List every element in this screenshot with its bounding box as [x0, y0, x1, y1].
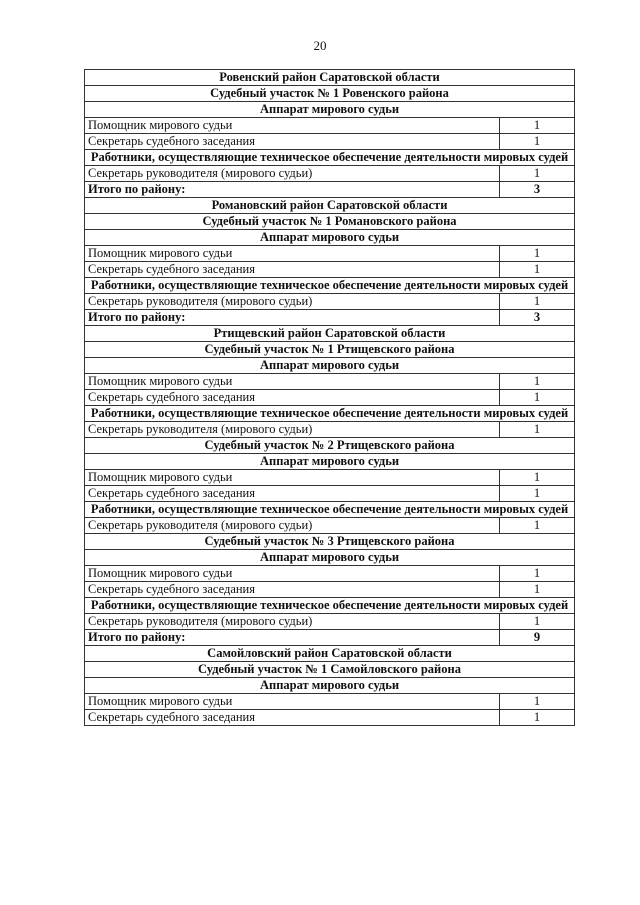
- position-count: 1: [500, 390, 575, 406]
- table-row: [85, 566, 575, 582]
- position-count: 1: [500, 694, 575, 710]
- position-count: 1: [500, 710, 575, 726]
- section-header-row: [85, 534, 575, 550]
- table-row: [85, 134, 575, 150]
- position-name: Секретарь судебного заседания: [85, 710, 500, 726]
- table-row: [85, 246, 575, 262]
- total-label: Итого по району:: [85, 182, 500, 198]
- table-row: [85, 710, 575, 726]
- position-name: Помощник мирового судьи: [85, 246, 500, 262]
- section-header-row: [85, 198, 575, 214]
- section-subheader-row: [85, 406, 575, 422]
- section-header-row: [85, 86, 575, 102]
- section-header: Судебный участок № 1 Ровенского района: [85, 86, 575, 102]
- position-name: Секретарь руководителя (мирового судьи): [85, 518, 500, 534]
- total-row: [85, 630, 575, 646]
- position-count: 1: [500, 294, 575, 310]
- total-label: Итого по району:: [85, 630, 500, 646]
- position-name: Секретарь руководителя (мирового судьи): [85, 422, 500, 438]
- position-count: 1: [500, 166, 575, 182]
- section-header: Аппарат мирового судьи: [85, 358, 575, 374]
- table-row: [85, 694, 575, 710]
- position-name: Секретарь судебного заседания: [85, 134, 500, 150]
- table-row: [85, 118, 575, 134]
- table-row: [85, 262, 575, 278]
- section-header: Аппарат мирового судьи: [85, 454, 575, 470]
- table-row: [85, 582, 575, 598]
- table-row: [85, 166, 575, 182]
- section-header-row: [85, 438, 575, 454]
- total-row: [85, 182, 575, 198]
- position-count: 1: [500, 582, 575, 598]
- section-header-row: [85, 550, 575, 566]
- table-row: [85, 422, 575, 438]
- total-count: 3: [500, 182, 575, 198]
- position-name: Помощник мирового судьи: [85, 470, 500, 486]
- position-name: Помощник мирового судьи: [85, 694, 500, 710]
- section-header-row: [85, 230, 575, 246]
- position-name: Помощник мирового судьи: [85, 118, 500, 134]
- section-header-row: [85, 646, 575, 662]
- position-name: Помощник мирового судьи: [85, 566, 500, 582]
- section-header: Судебный участок № 1 Романовского района: [85, 214, 575, 230]
- section-header: Работники, осуществляющие техническое обеспечение деятельности мировых судей: [85, 406, 575, 422]
- section-header: Ртищевский район Саратовской области: [85, 326, 575, 342]
- section-header: Судебный участок № 1 Самойловского района: [85, 662, 575, 678]
- position-count: 1: [500, 518, 575, 534]
- position-count: 1: [500, 486, 575, 502]
- section-header-row: [85, 662, 575, 678]
- section-header-row: [85, 214, 575, 230]
- section-header-row: [85, 678, 575, 694]
- section-header: Судебный участок № 1 Ртищевского района: [85, 342, 575, 358]
- section-subheader-row: [85, 502, 575, 518]
- position-count: 1: [500, 614, 575, 630]
- position-count: 1: [500, 566, 575, 582]
- section-header: Аппарат мирового судьи: [85, 102, 575, 118]
- section-header: Судебный участок № 3 Ртищевского района: [85, 534, 575, 550]
- section-header: Аппарат мирового судьи: [85, 230, 575, 246]
- section-header-row: [85, 454, 575, 470]
- table-row: [85, 374, 575, 390]
- table-row: [85, 390, 575, 406]
- section-header: Аппарат мирового судьи: [85, 550, 575, 566]
- table-row: [85, 486, 575, 502]
- page-number: 20: [313, 38, 327, 53]
- section-header: Судебный участок № 2 Ртищевского района: [85, 438, 575, 454]
- position-name: Секретарь руководителя (мирового судьи): [85, 294, 500, 310]
- position-count: 1: [500, 374, 575, 390]
- table-row: [85, 614, 575, 630]
- section-header-row: [85, 358, 575, 374]
- position-name: Секретарь судебного заседания: [85, 486, 500, 502]
- section-header: Аппарат мирового судьи: [85, 678, 575, 694]
- position-count: 1: [500, 470, 575, 486]
- position-name: Помощник мирового судьи: [85, 374, 500, 390]
- section-subheader-row: [85, 598, 575, 614]
- table-row: [85, 294, 575, 310]
- section-header: Самойловский район Саратовской области: [85, 646, 575, 662]
- total-label: Итого по району:: [85, 310, 500, 326]
- section-subheader-row: [85, 150, 575, 166]
- section-header: Работники, осуществляющие техническое обеспечение деятельности мировых судей: [85, 598, 575, 614]
- total-count: 9: [500, 630, 575, 646]
- table-row: [85, 518, 575, 534]
- position-name: Секретарь руководителя (мирового судьи): [85, 614, 500, 630]
- section-subheader-row: [85, 278, 575, 294]
- position-name: Секретарь руководителя (мирового судьи): [85, 166, 500, 182]
- section-header: Романовский район Саратовской области: [85, 198, 575, 214]
- position-count: 1: [500, 262, 575, 278]
- section-header-row: [85, 342, 575, 358]
- section-header: Работники, осуществляющие техническое обеспечение деятельности мировых судей: [85, 502, 575, 518]
- staff-table: [84, 69, 575, 726]
- section-header: Работники, осуществляющие техническое обеспечение деятельности мировых судей: [85, 278, 575, 294]
- position-count: 1: [500, 118, 575, 134]
- position-name: Секретарь судебного заседания: [85, 582, 500, 598]
- section-header: Ровенский район Саратовской области: [85, 70, 575, 86]
- total-row: [85, 310, 575, 326]
- section-header: Работники, осуществляющие техническое обеспечение деятельности мировых судей: [85, 150, 575, 166]
- total-count: 3: [500, 310, 575, 326]
- section-header-row: [85, 326, 575, 342]
- position-count: 1: [500, 134, 575, 150]
- position-count: 1: [500, 422, 575, 438]
- position-name: Секретарь судебного заседания: [85, 262, 500, 278]
- section-header-row: [85, 102, 575, 118]
- staff-table-body: [85, 70, 575, 726]
- position-name: Секретарь судебного заседания: [85, 390, 500, 406]
- table-row: [85, 470, 575, 486]
- section-header-row: [85, 70, 575, 86]
- position-count: 1: [500, 246, 575, 262]
